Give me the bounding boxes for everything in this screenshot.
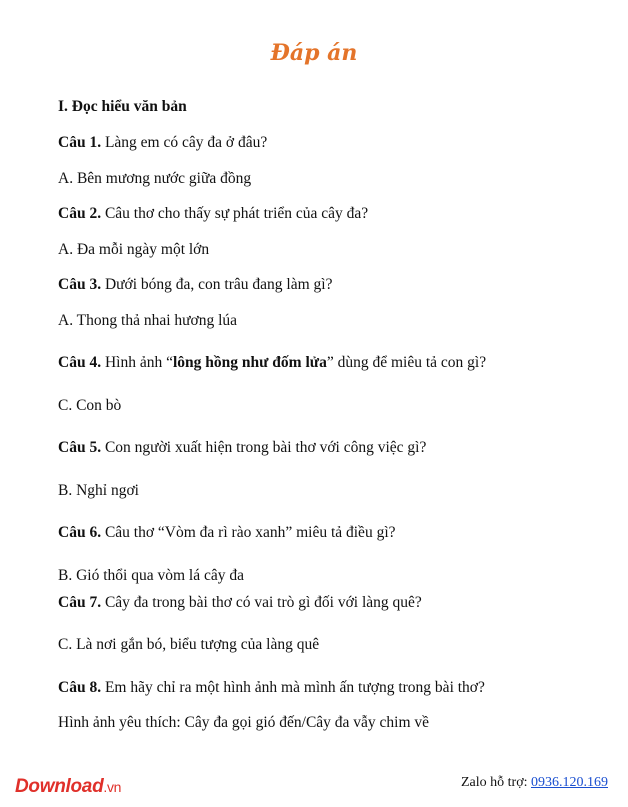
page-title: Đáp án: [270, 40, 358, 66]
question-text: Em hãy chỉ ra một hình ảnh mà mình ấn tượng trong bài thơ?: [101, 679, 485, 696]
answer-2: A. Đa mỗi ngày một lớn: [58, 241, 210, 258]
question-label: Câu 6.: [58, 524, 102, 541]
question-4: [58, 354, 486, 372]
answer-5: B. Nghỉ ngơi: [58, 482, 139, 499]
question-2: [58, 205, 368, 223]
question-1: [58, 134, 267, 152]
download-logo[interactable]: [15, 776, 121, 798]
answer-7: C. Là nơi gắn bó, biểu tượng của làng quê: [58, 636, 320, 653]
question-text-pre: Hình ảnh “: [101, 354, 173, 371]
question-text: Câu thơ “Vòm đa rì rào xanh” miêu tả điều gì?: [101, 524, 396, 541]
zalo-phone-link[interactable]: 0936.120.169: [531, 775, 608, 790]
question-6: [58, 524, 396, 542]
logo-suffix: .vn: [103, 779, 122, 795]
question-text: Làng em có cây đa ở đâu?: [101, 134, 268, 151]
section-heading: I. Đọc hiểu văn bản: [58, 98, 187, 115]
question-label: Câu 4.: [58, 354, 102, 371]
answer-8: Hình ảnh yêu thích: Cây đa gọi gió đến/Cây đa vẫy chim về: [58, 714, 430, 731]
question-label: Câu 5.: [58, 439, 102, 456]
answer-4: C. Con bò: [58, 397, 122, 414]
question-label: Câu 7.: [58, 594, 102, 611]
question-5: [58, 439, 426, 457]
question-8: [58, 679, 485, 697]
question-label: Câu 2.: [58, 205, 102, 222]
question-text: Câu thơ cho thấy sự phát triển của cây đa?: [101, 205, 369, 222]
question-text: Cây đa trong bài thơ có vai trò gì đối với làng quê?: [101, 594, 422, 611]
question-7: [58, 594, 422, 612]
zalo-label: Zalo hỗ trợ:: [461, 775, 531, 790]
question-label: Câu 8.: [58, 679, 102, 696]
question-label: Câu 3.: [58, 276, 102, 293]
question-text: Dưới bóng đa, con trâu đang làm gì?: [101, 276, 333, 293]
question-label: Câu 1.: [58, 134, 102, 151]
answer-1: A. Bên mương nước giữa đồng: [58, 170, 252, 187]
question-text-post: ” dùng để miêu tả con gì?: [326, 354, 487, 371]
question-3: [58, 276, 332, 294]
zalo-support: [461, 775, 608, 791]
logo-main: Download: [15, 776, 104, 797]
question-text-bold: lông hồng như đốm lửa: [172, 354, 327, 371]
answer-6: B. Gió thổi qua vòm lá cây đa: [58, 567, 244, 584]
question-text: Con người xuất hiện trong bài thơ với công việc gì?: [101, 439, 427, 456]
answer-3: A. Thong thả nhai hương lúa: [58, 312, 238, 329]
